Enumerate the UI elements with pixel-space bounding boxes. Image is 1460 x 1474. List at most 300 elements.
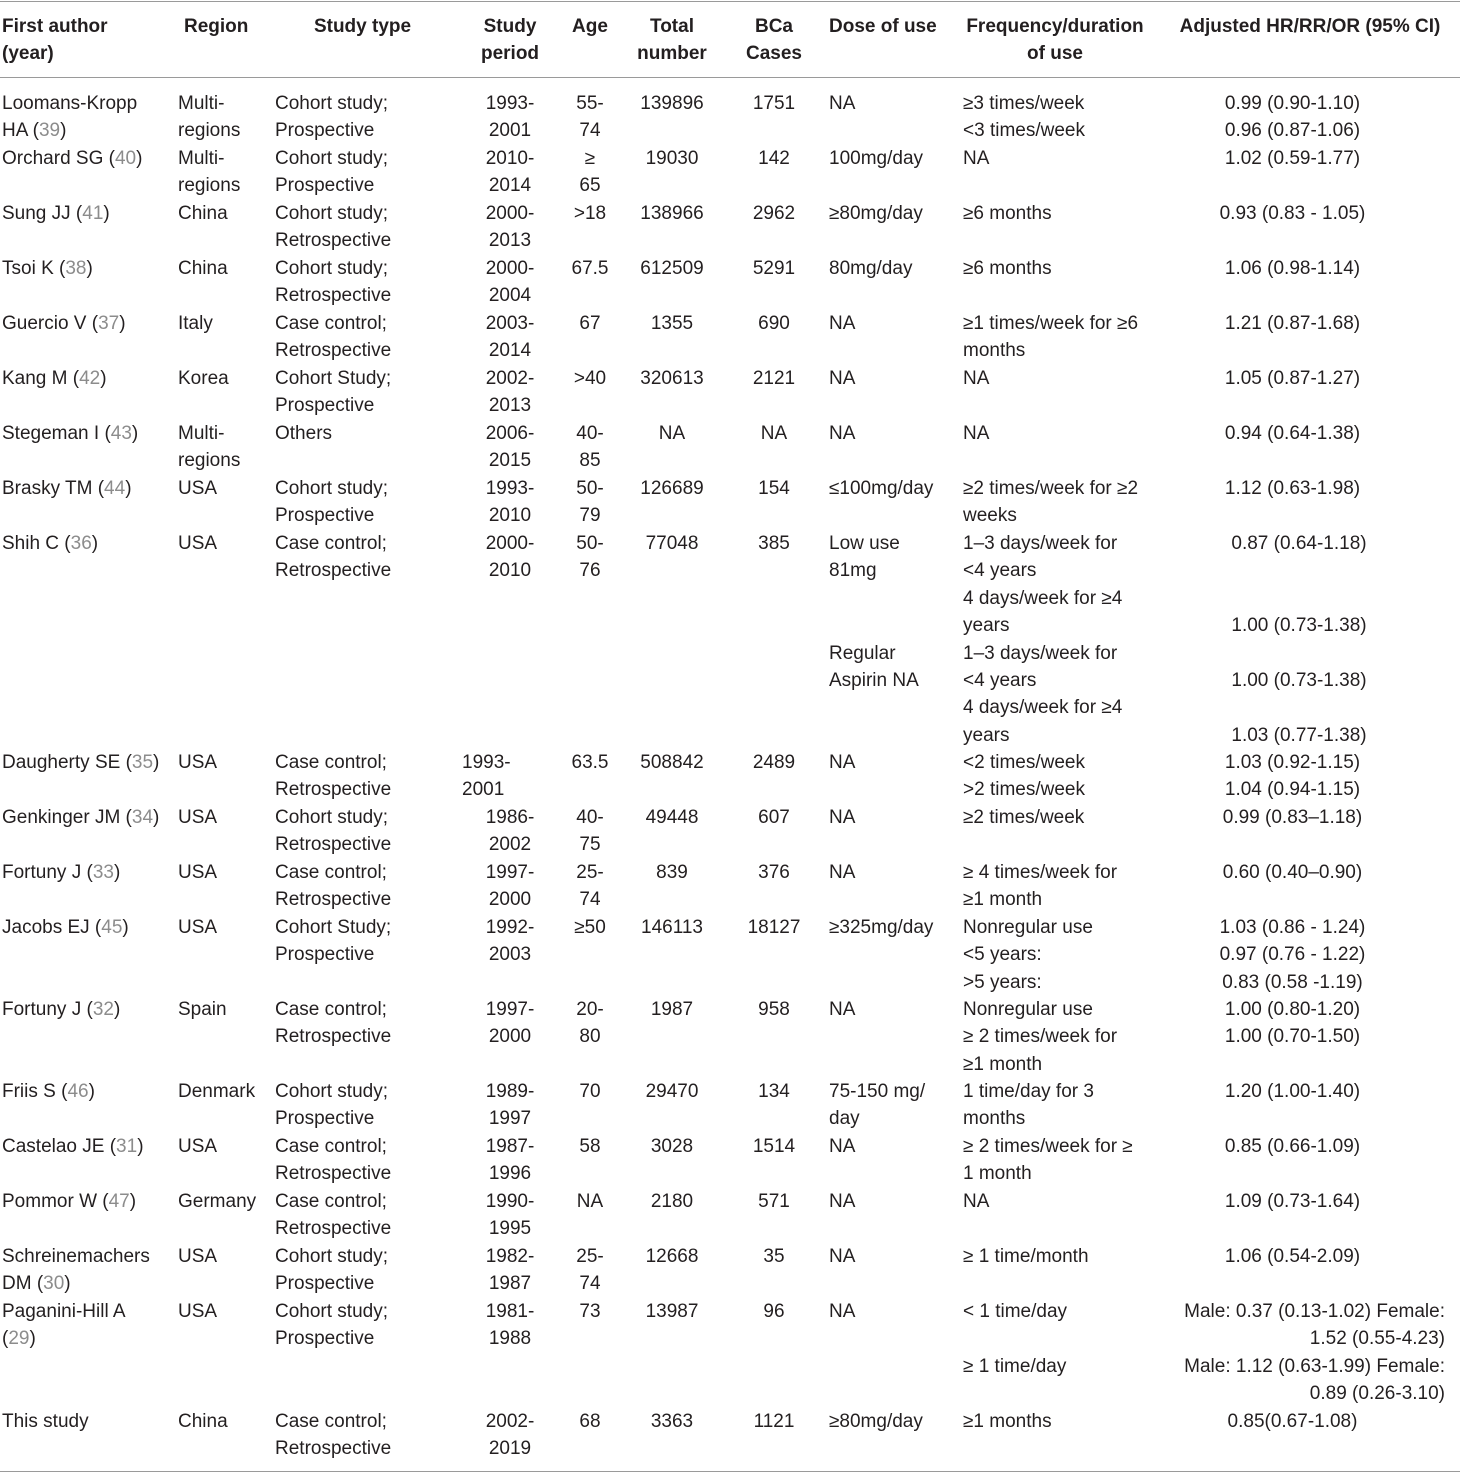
cell-freq: ≥2 times/week for ≥2 — [963, 478, 1139, 499]
cell-total: 126689 — [640, 478, 704, 499]
author-ref: 33 — [92, 862, 114, 883]
author-ref: 40 — [114, 148, 137, 169]
author-text: ) — [136, 148, 143, 169]
cell-total: 146113 — [641, 917, 703, 938]
cell-period: 2000- — [485, 258, 535, 279]
cell-author — [2, 530, 172, 557]
cell-freq: <5 years: — [963, 944, 1042, 966]
cell-hr: 1.09 (0.73-1.64) — [1224, 1191, 1361, 1212]
cell-dose: NA — [829, 368, 856, 389]
cell-freq: ≥ 1 time/month — [963, 1246, 1089, 1267]
cell-hr: 0.97 (0.76 - 1.22) — [1219, 944, 1366, 966]
cell-region: Denmark — [178, 1081, 256, 1102]
cell-dose: NA — [829, 862, 856, 883]
author-ref: 39 — [38, 120, 61, 142]
author-ref: 37 — [98, 313, 120, 334]
cell-age: 85 — [579, 450, 601, 472]
cell-freq: ≥1 month — [963, 889, 1043, 911]
cell-region: Multi- — [178, 93, 225, 114]
author-text: Paganini-Hill A — [2, 1301, 126, 1322]
cell-bca: 18127 — [747, 917, 801, 938]
cell-type: Cohort Study; — [275, 368, 392, 389]
cell-region: Italy — [178, 313, 213, 334]
cell-freq: >2 times/week — [963, 779, 1085, 801]
cell-age: 75 — [579, 834, 601, 856]
cell-region: USA — [178, 533, 218, 554]
cell-freq: months — [963, 1108, 1026, 1130]
cell-dose: NA — [829, 999, 856, 1020]
cell-region: Korea — [178, 368, 229, 389]
cell-type: Cohort study; — [275, 93, 388, 114]
cell-type: Prospective — [275, 505, 375, 527]
cell-period: 2002- — [485, 1411, 535, 1432]
cell-age: 63.5 — [571, 752, 609, 773]
cell-dose: ≥80mg/day — [829, 1411, 923, 1432]
author-text: Orchard SG ( — [2, 148, 115, 169]
cell-author — [2, 310, 172, 337]
author-ref: 32 — [92, 999, 114, 1020]
cell-freq: ≥6 months — [963, 203, 1052, 224]
header-study-type: Study type — [313, 16, 412, 37]
cell-bca: 376 — [758, 862, 790, 883]
cell-age: 74 — [579, 120, 601, 142]
cell-hr: Male: 1.12 (0.63-1.99) Female: — [1184, 1355, 1445, 1377]
cell-period: 1993- — [462, 752, 511, 773]
cell-total: 508842 — [640, 752, 704, 773]
cell-freq: < 1 time/day — [963, 1301, 1068, 1322]
cell-bca: 142 — [758, 148, 790, 169]
author-ref: 36 — [70, 533, 92, 554]
cell-hr: 0.96 (0.87-1.06) — [1224, 120, 1361, 142]
cell-period: 2015 — [488, 450, 532, 472]
cell-type: Cohort study; — [275, 807, 388, 828]
author-text: Pommor W ( — [2, 1191, 109, 1212]
cell-period: 2000 — [488, 1026, 532, 1048]
cell-bca: 1751 — [752, 93, 796, 114]
cell-hr: 0.89 (0.26-3.10) — [1309, 1383, 1445, 1405]
author-text: ) — [64, 1273, 71, 1295]
cell-region: Multi- — [178, 423, 225, 444]
cell-age: 67 — [579, 313, 601, 334]
author-text: Genkinger JM ( — [2, 807, 132, 828]
cell-period: 2001 — [488, 120, 532, 142]
cell-age: 68 — [579, 1411, 601, 1432]
author-text: Shih C ( — [2, 533, 71, 554]
cell-freq: <2 times/week — [963, 752, 1085, 773]
header-total-number: Total number — [637, 16, 707, 64]
cell-region: USA — [178, 1246, 218, 1267]
cell-type: Case control; — [275, 313, 387, 334]
cell-author — [2, 365, 172, 392]
cell-freq: ≥2 times/week — [963, 807, 1085, 828]
cell-freq: 1 time/day for 3 — [963, 1081, 1094, 1102]
author-text: Stegeman I ( — [2, 423, 111, 444]
cell-dose: NA — [829, 1246, 856, 1267]
cell-period: 2014 — [488, 175, 532, 197]
cell-age: 55- — [576, 93, 604, 114]
cell-total: 3028 — [650, 1136, 694, 1157]
cell-bca: 1121 — [753, 1411, 795, 1432]
cell-freq: ≥ 1 time/day — [963, 1355, 1067, 1377]
cell-author — [2, 1078, 172, 1105]
cell-period: 1996 — [488, 1163, 532, 1185]
cell-age: 67.5 — [571, 258, 609, 279]
cell-type: Retrospective — [275, 230, 392, 252]
author-ref: 41 — [82, 203, 104, 224]
cell-freq: ≥1 month — [963, 1053, 1043, 1075]
cell-bca: 571 — [758, 1191, 790, 1212]
cell-dose: Low use — [829, 533, 900, 554]
cell-author — [2, 914, 172, 941]
cell-freq: 1–3 days/week for — [963, 533, 1118, 554]
cell-age: 79 — [579, 505, 601, 527]
cell-type: Retrospective — [275, 1163, 392, 1185]
cell-hr: 1.21 (0.87-1.68) — [1224, 313, 1361, 334]
cell-author — [2, 804, 172, 831]
cell-region: regions — [178, 120, 241, 142]
cell-total: NA — [658, 423, 686, 444]
cell-period: 1997- — [485, 999, 535, 1020]
cell-region: Spain — [178, 999, 227, 1020]
author-ref: 35 — [131, 752, 154, 773]
cell-age: 70 — [579, 1081, 601, 1102]
cell-period: 1987- — [485, 1136, 535, 1157]
author-text: Brasky TM ( — [2, 478, 105, 499]
author-text: ) — [129, 1191, 137, 1212]
cell-dose: day — [829, 1108, 860, 1130]
cell-type: Case control; — [275, 1136, 387, 1157]
cell-hr: 1.06 (0.98-1.14) — [1224, 258, 1361, 279]
cell-hr: 1.03 (0.92-1.15) — [1224, 752, 1361, 773]
cell-age: 76 — [579, 560, 601, 582]
cell-bca: 385 — [758, 533, 790, 554]
bottom-rule — [0, 1471, 1460, 1472]
author-text: ) — [60, 120, 67, 142]
cell-type: Others — [275, 423, 333, 444]
cell-period: 1992- — [485, 917, 535, 938]
cell-region: USA — [178, 1136, 218, 1157]
header-author: First author (year) — [2, 16, 108, 64]
cell-dose: 100mg/day — [829, 148, 924, 169]
cell-total: 612509 — [640, 258, 704, 279]
cell-region: USA — [178, 917, 218, 938]
cell-type: Prospective — [275, 395, 375, 417]
author-text: ) — [100, 368, 107, 389]
cell-total: 320613 — [640, 368, 704, 389]
cell-dose: NA — [829, 807, 856, 828]
author-text: ) — [137, 1136, 144, 1157]
cell-period: 2010 — [488, 505, 532, 527]
cell-type: Prospective — [275, 1328, 375, 1350]
cell-hr: 1.02 (0.59-1.77) — [1224, 148, 1361, 169]
cell-dose: NA — [829, 93, 856, 114]
author-text: ) — [91, 533, 99, 554]
cell-freq: NA — [963, 423, 990, 444]
cell-period: 1997- — [485, 862, 535, 883]
cell-age: 20- — [576, 999, 604, 1020]
cell-freq: >5 years: — [963, 971, 1042, 993]
cell-dose: NA — [829, 752, 856, 773]
cell-type: Retrospective — [275, 1026, 392, 1048]
cell-hr: 1.03 (0.77-1.38) — [1231, 724, 1367, 746]
cell-type: Cohort study; — [275, 1081, 388, 1102]
cell-freq: ≥6 months — [963, 258, 1052, 279]
cell-total: 77048 — [645, 533, 699, 554]
cell-age: 50- — [576, 533, 604, 554]
cell-author — [2, 1243, 172, 1298]
cell-dose: ≥80mg/day — [829, 203, 923, 224]
cell-total: 13987 — [645, 1301, 699, 1322]
cell-region: USA — [178, 807, 218, 828]
cell-freq: Nonregular use — [963, 999, 1093, 1020]
cell-age: >40 — [573, 368, 607, 389]
cell-type: Cohort study; — [275, 203, 388, 224]
cell-type: Retrospective — [275, 285, 392, 307]
cell-region: USA — [178, 752, 218, 773]
cell-type: Retrospective — [275, 340, 392, 362]
cell-type: Case control; — [275, 862, 387, 883]
cell-total: 3363 — [650, 1411, 694, 1432]
cell-hr: 1.00 (0.73-1.38) — [1231, 615, 1367, 637]
cell-period: 2014 — [488, 340, 532, 362]
cell-author — [2, 1298, 172, 1353]
cell-age: 65 — [579, 175, 601, 197]
cell-freq: ≥1 months — [963, 1411, 1052, 1432]
cell-hr: 1.00 (0.73-1.38) — [1231, 670, 1367, 691]
author-text: Daugherty SE ( — [2, 752, 132, 773]
author-ref: 46 — [67, 1081, 89, 1102]
cell-period: 2003- — [485, 313, 535, 334]
cell-freq: <3 times/week — [963, 120, 1085, 142]
cell-dose: Aspirin NA — [829, 670, 919, 691]
cell-age: >18 — [573, 203, 607, 224]
header-adjusted-hr: Adjusted HR/RR/OR (95% CI) — [1179, 16, 1441, 37]
cell-total: 138966 — [640, 203, 704, 224]
cell-age: ≥50 — [574, 917, 606, 938]
cell-hr: 0.85 (0.66-1.09) — [1224, 1136, 1361, 1157]
cell-freq: <4 years — [963, 560, 1037, 582]
cell-author — [2, 90, 172, 145]
cell-total: 1987 — [650, 999, 694, 1020]
cell-author — [2, 996, 172, 1023]
cell-region: regions — [178, 175, 241, 197]
author-text: Kang M ( — [2, 368, 80, 389]
cell-type: Prospective — [275, 175, 375, 197]
cell-type: Cohort study; — [275, 478, 388, 499]
cell-type: Case control; — [275, 752, 387, 773]
author-text: DM ( — [2, 1273, 44, 1295]
cell-period: 2001 — [462, 779, 505, 801]
cell-hr: 0.60 (0.40–0.90) — [1222, 862, 1363, 883]
cell-author — [2, 1408, 172, 1435]
cell-type: Cohort study; — [275, 1301, 388, 1322]
cell-region: China — [178, 1411, 228, 1432]
cell-total: 19030 — [645, 148, 699, 169]
cell-type: Retrospective — [275, 1218, 392, 1240]
header-rule — [0, 77, 1460, 78]
cell-period: 1988 — [488, 1328, 532, 1350]
cell-type: Cohort study; — [275, 1246, 388, 1267]
cell-freq: ≥ 2 times/week for — [963, 1026, 1118, 1048]
cell-type: Prospective — [275, 1273, 375, 1295]
cell-freq: years — [963, 615, 1010, 637]
cell-type: Prospective — [275, 1108, 375, 1130]
author-text: Castelao JE ( — [2, 1136, 117, 1157]
cell-author — [2, 749, 172, 776]
header-dose: Dose of use — [829, 16, 937, 37]
cell-age: 40- — [576, 807, 604, 828]
cell-age: 74 — [579, 889, 601, 911]
cell-hr: 0.93 (0.83 - 1.05) — [1219, 203, 1366, 224]
cell-bca: 607 — [758, 807, 790, 828]
author-text: ) — [119, 313, 126, 334]
cell-freq: NA — [963, 148, 990, 169]
cell-total: 139896 — [640, 93, 704, 114]
cell-author — [2, 420, 172, 447]
author-text: ) — [153, 807, 160, 828]
header-region: Region — [184, 16, 249, 37]
cell-dose: 80mg/day — [829, 258, 913, 279]
cell-period: 2000 — [488, 889, 532, 911]
cell-bca: 35 — [763, 1246, 785, 1267]
author-text: ) — [88, 1081, 95, 1102]
cell-author — [2, 1133, 172, 1160]
author-ref: 38 — [65, 258, 87, 279]
author-text: Jacobs EJ ( — [2, 917, 102, 938]
author-ref: 47 — [108, 1191, 130, 1212]
author-text: Friis S ( — [2, 1081, 68, 1102]
cell-bca: 2121 — [752, 368, 796, 389]
cell-period: 1990- — [485, 1191, 535, 1212]
cell-author — [2, 255, 172, 282]
cell-type: Cohort study; — [275, 148, 388, 169]
cell-period: 1987 — [488, 1273, 532, 1295]
author-text: ) — [113, 999, 121, 1020]
cell-freq: 4 days/week for ≥4 — [963, 697, 1123, 719]
cell-type: Case control; — [275, 1411, 387, 1432]
cell-dose: NA — [829, 1301, 856, 1322]
cell-age: 73 — [579, 1301, 601, 1322]
cell-bca: 2962 — [752, 203, 796, 224]
cell-type: Retrospective — [275, 1438, 392, 1460]
cell-type: Cohort Study; — [275, 917, 392, 938]
cell-type: Retrospective — [275, 889, 392, 911]
cell-freq: 4 days/week for ≥4 — [963, 587, 1123, 609]
author-text: Fortuny J ( — [2, 999, 93, 1020]
cell-hr: 0.87 (0.64-1.18) — [1231, 533, 1367, 554]
cell-period: 2002 — [488, 834, 532, 856]
author-text: ) — [29, 1328, 36, 1350]
cell-author — [2, 859, 172, 886]
cell-freq: 1 month — [963, 1163, 1032, 1185]
cell-hr: 0.83 (0.58 -1.19) — [1222, 971, 1363, 993]
cell-period: 1989- — [485, 1081, 535, 1102]
author-text: Sung JJ ( — [2, 203, 83, 224]
cell-dose: NA — [829, 313, 856, 334]
cell-period: 1995 — [488, 1218, 532, 1240]
cell-period: 2003 — [488, 944, 532, 966]
cell-dose: NA — [829, 1136, 856, 1157]
cell-total: 12668 — [645, 1246, 699, 1267]
author-text: ) — [125, 478, 132, 499]
cell-bca: 1514 — [752, 1136, 796, 1157]
cell-total: 2180 — [650, 1191, 694, 1212]
cell-bca: 96 — [763, 1301, 785, 1322]
cell-type: Cohort study; — [275, 258, 388, 279]
cell-freq: ≥3 times/week — [963, 93, 1085, 114]
cell-author — [2, 1188, 172, 1215]
cell-region: China — [178, 203, 228, 224]
cell-total: 1355 — [650, 313, 694, 334]
cell-author — [2, 475, 172, 502]
cell-hr: 1.12 (0.63-1.98) — [1224, 478, 1361, 499]
cell-bca: NA — [760, 423, 788, 444]
cell-bca: 5291 — [752, 258, 796, 279]
cell-freq: NA — [963, 368, 990, 389]
cell-region: USA — [178, 862, 218, 883]
top-rule — [0, 1, 1460, 2]
author-text: ) — [122, 917, 129, 938]
cell-period: 1993- — [485, 93, 535, 114]
cell-period: 2000- — [485, 203, 535, 224]
header-study-period: Study period — [480, 16, 540, 64]
cell-hr: 1.06 (0.54-2.09) — [1224, 1246, 1361, 1267]
cell-dose: 75-150 mg/ — [829, 1081, 926, 1102]
cell-period: 1993- — [485, 478, 535, 499]
cell-hr: 0.94 (0.64-1.38) — [1224, 423, 1361, 444]
author-ref: 44 — [104, 478, 126, 499]
author-text: Schreinemachers — [2, 1246, 150, 1267]
cell-age: ≥ — [584, 148, 596, 169]
cell-age: 50- — [576, 478, 604, 499]
cell-hr: 0.85(0.67-1.08) — [1227, 1411, 1358, 1432]
cell-period: 2019 — [488, 1438, 532, 1460]
cell-type: Case control; — [275, 999, 387, 1020]
cell-bca: 690 — [758, 313, 790, 334]
cell-region: Germany — [178, 1191, 257, 1212]
cell-freq: <4 years — [963, 670, 1037, 691]
author-text: ) — [131, 423, 139, 444]
author-text: Fortuny J ( — [2, 862, 93, 883]
cell-age: NA — [576, 1191, 604, 1212]
cell-hr: Male: 0.37 (0.13-1.02) Female: — [1184, 1301, 1445, 1322]
cell-dose: ≥325mg/day — [829, 917, 934, 938]
cell-age: 74 — [579, 1273, 601, 1295]
cell-hr: 0.99 (0.83–1.18) — [1222, 807, 1363, 828]
cell-period: 2000- — [485, 533, 535, 554]
cell-type: Prospective — [275, 944, 375, 966]
author-ref: 30 — [43, 1273, 65, 1295]
cell-type: Retrospective — [275, 779, 392, 801]
cell-period: 2002- — [485, 368, 535, 389]
cell-freq: ≥ 4 times/week for — [963, 862, 1118, 883]
cell-freq: months — [963, 340, 1026, 362]
cell-period: 1981- — [485, 1301, 535, 1322]
cell-dose: 81mg — [829, 560, 877, 582]
cell-bca: 134 — [758, 1081, 790, 1102]
author-text: ( — [2, 1328, 9, 1350]
cell-total: 29470 — [645, 1081, 699, 1102]
author-ref: 45 — [101, 917, 123, 938]
cell-hr: 1.00 (0.80-1.20) — [1224, 999, 1361, 1020]
author-ref: 42 — [79, 368, 101, 389]
cell-type: Case control; — [275, 1191, 387, 1212]
cell-dose: Regular — [829, 642, 896, 664]
cell-freq: ≥1 times/week for ≥6 — [963, 313, 1139, 334]
cell-dose: NA — [829, 423, 856, 444]
cell-age: 25- — [576, 1246, 604, 1267]
cell-hr: 1.03 (0.86 - 1.24) — [1219, 917, 1366, 938]
